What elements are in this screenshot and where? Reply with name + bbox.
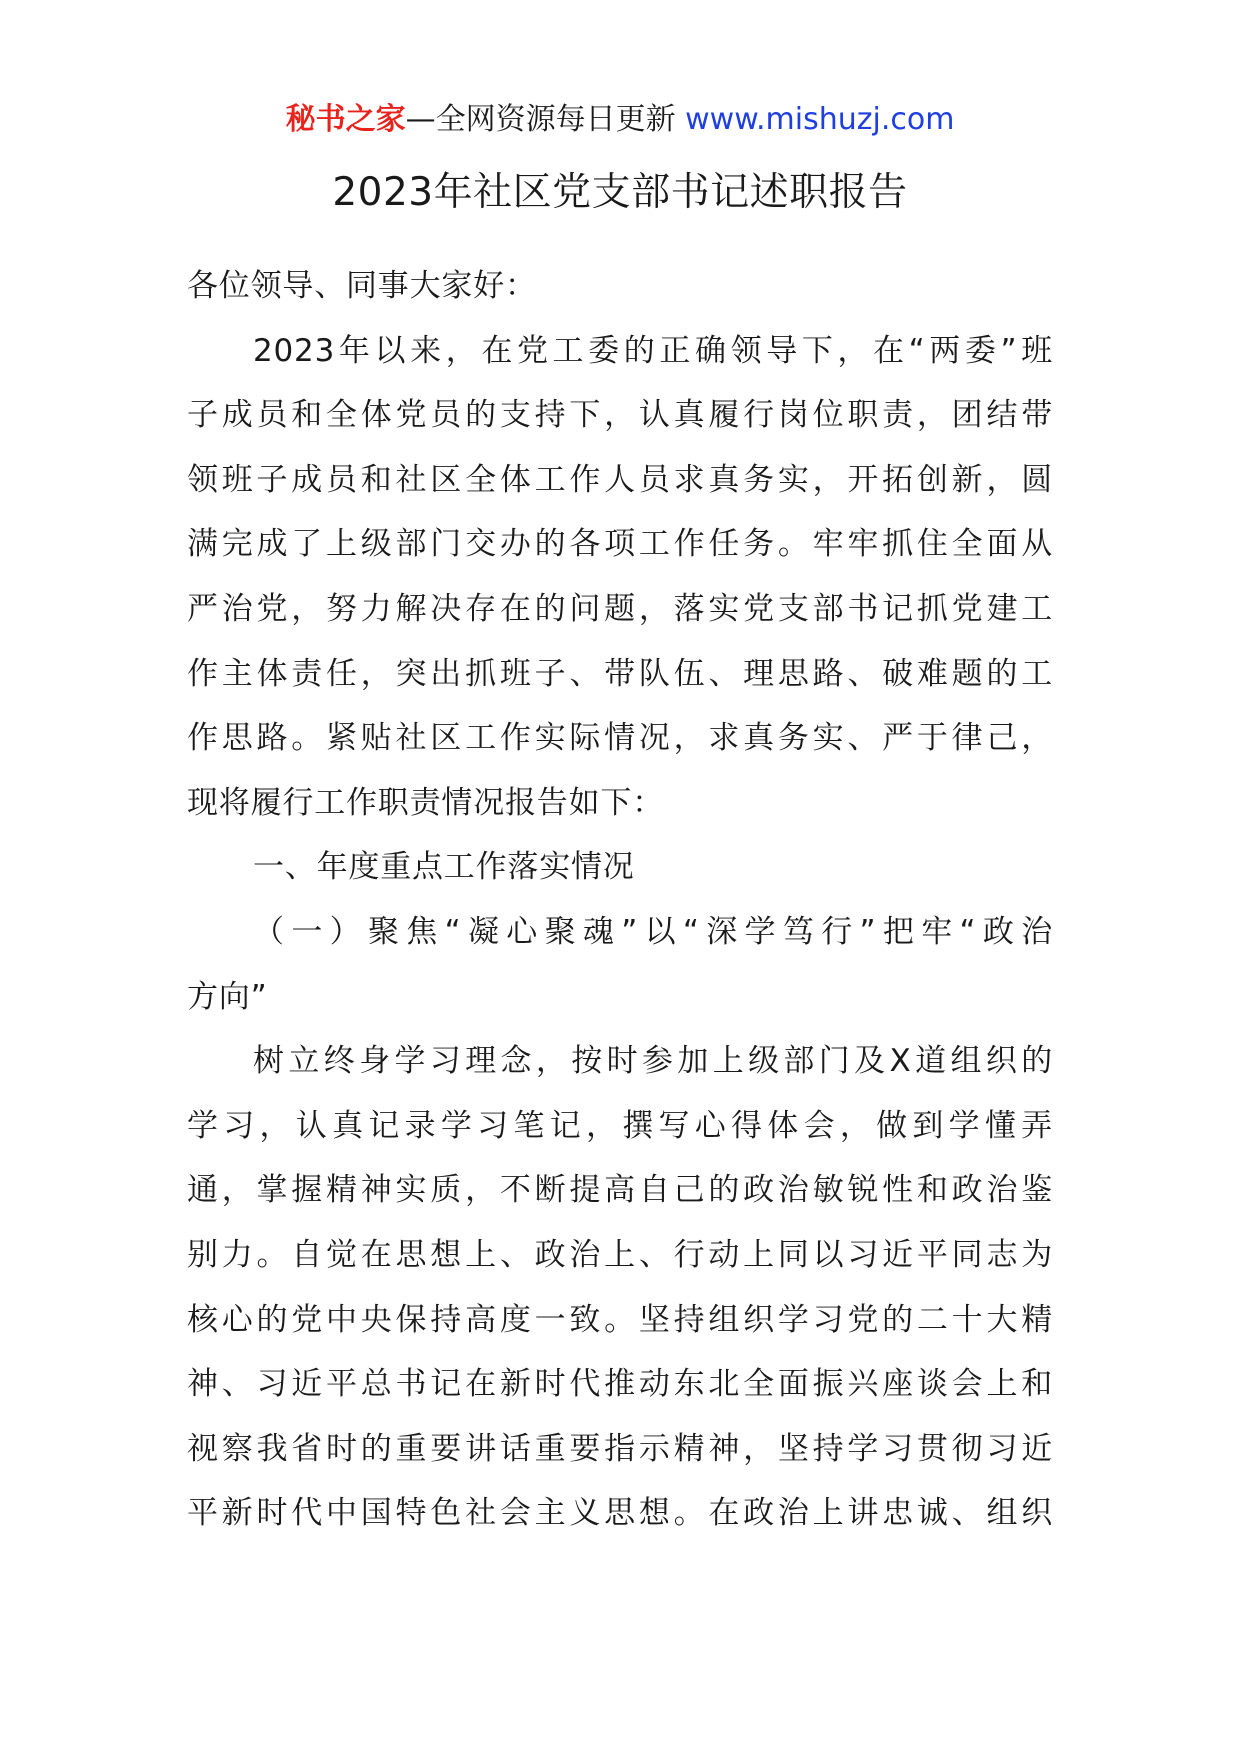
body-line: 树立终身学习理念，按时参加上级部门及X道组织的	[253, 1043, 1053, 1080]
site-brand: 秘书之家	[285, 102, 406, 137]
body-line: 神、习近平总书记在新时代推动东北全面振兴座谈会上和	[187, 1366, 1053, 1403]
body-line: 现将履行工作职责情况报告如下：	[187, 784, 664, 821]
body-line: 严治党，努力解决存在的问题，落实党支部书记抓党建工	[187, 590, 1053, 627]
body-line: 子成员和全体党员的支持下，认真履行岗位职责，团结带	[187, 397, 1053, 434]
site-url-link[interactable]: www.mishuzj.com	[685, 102, 955, 137]
site-tagline: —全网资源每日更新	[405, 102, 676, 137]
body-line: 领班子成员和社区全体工作人员求真务实，开拓创新，圆	[187, 461, 1053, 498]
body-line: 满完成了上级部门交办的各项工作任务。牢牢抓住全面从	[187, 526, 1053, 563]
body-line: 作主体责任，突出抓班子、带队伍、理思路、破难题的工	[187, 655, 1053, 692]
body-line: 核心的党中央保持高度一致。坚持组织学习党的二十大精	[187, 1301, 1053, 1338]
body-line: 视察我省时的重要讲话重要指示精神，坚持学习贯彻习近	[187, 1430, 1053, 1467]
body-line: 方向”	[187, 978, 268, 1015]
document-title: 2023年社区党支部书记述职报告	[332, 170, 908, 215]
body-line: 学习，认真记录学习笔记，撰写心得体会，做到学懂弄	[187, 1107, 1053, 1144]
body-line: 2023年以来，在党工委的正确领导下，在“两委”班	[253, 332, 1053, 369]
body-line: 平新时代中国特色社会主义思想。在政治上讲忠诚、组织	[187, 1495, 1053, 1532]
body-line: 一、年度重点工作落实情况	[253, 849, 635, 886]
body-line: 通，掌握精神实质，不断提高自己的政治敏锐性和政治鉴	[187, 1172, 1053, 1209]
body-line: （一）聚焦“凝心聚魂”以“深学笃行”把牢“政治	[253, 913, 1053, 950]
body-line: 作思路。紧贴社区工作实际情况，求真务实、严于律己，	[187, 720, 1053, 757]
document-body	[187, 254, 1053, 1546]
site-header	[0, 100, 1240, 140]
body-line: 各位领导、同事大家好：	[187, 268, 537, 304]
body-line: 别力。自觉在思想上、政治上、行动上同以习近平同志为	[187, 1236, 1053, 1273]
